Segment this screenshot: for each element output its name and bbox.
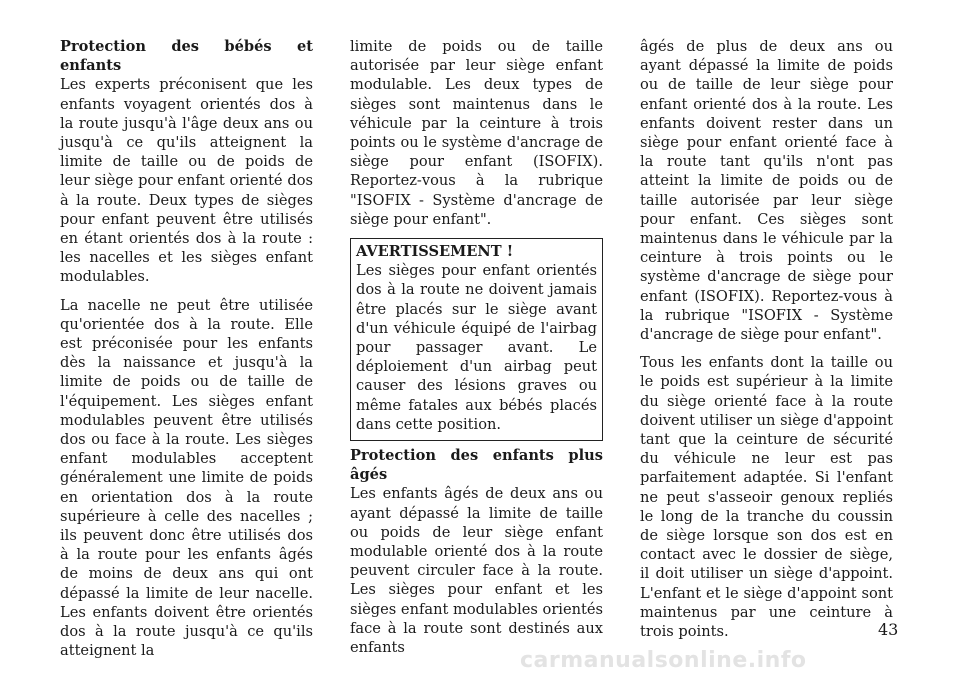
column-2 [350, 37, 603, 666]
paragraph: Les enfants âgés de deux ans ou ayant dépassé la limite de taille ou poids de leur siège enfant modulable orienté dos à la route peuvent circuler face à la route. Les sièges pour enfant et les sièges enfant modulables orientés face à la route sont destinés aux enfants [350, 485, 603, 657]
paragraph: Tous les enfants dont la taille ou le poids est supérieur à la limite du siège orienté face à la route doivent utiliser un siège d'appoint tant que la ceinture de sécurité du véhicule ne leur est pas parfaitement adaptée. Si l'enfant ne peut s'asseoir genoux repliés le long de la tranche du coussin de siège lorsque son dos est en contact avec le dossier de siège, il doit utiliser un siège d'appoint. L'enfant et le siège d'appoint sont maintenus par une ceinture à trois points. [640, 354, 893, 641]
paragraph: La nacelle ne peut être utilisée qu'orientée dos à la route. Elle est préconisée pour les enfants dès la naissance et jusqu'à la limite de poids ou de taille de l'équipement. Les sièges enfant modulables peuvent être utilisés dos ou face à la route. Les sièges enfant modulables acceptent généralement une limite de poids en orientation dos à la route supérieure à celle des nacelles ; ils peuvent donc être utilisés dos à la route pour les enfants âgés de moins de deux ans qui ont dépassé la limite de leur nacelle. Les enfants doivent être orientés dos à la route jusqu'à ce qu'ils atteignent la [60, 296, 313, 660]
column-3 [640, 37, 893, 650]
warning-title: AVERTISSEMENT ! [356, 243, 514, 261]
warning-box [350, 238, 603, 441]
paragraph: Les experts préconisent que les enfants voyagent orientés dos à la route jusqu'à l'âge deux ans ou jusqu'à ce qu'ils atteignent la limite de taille ou de poids de leur siège pour enfant orienté dos à la route. Deux types de sièges pour enfant peuvent être utilisés en étant orientés dos à la route : les nacelles et les sièges enfant modulables. [60, 76, 313, 286]
paragraph: âgés de plus de deux ans ou ayant dépassé la limite de poids ou de taille de leur siège pour enfant orienté dos à la route. Les enfants doivent rester dans un siège pour enfant orienté face à la route tant qu'ils n'ont pas atteint la limite de poids ou de taille autorisée par leur siège pour enfant. Ces sièges sont maintenus dans le véhicule par la ceinture à trois points ou le système d'ancrage de siège pour enfant (ISOFIX). Reportez-vous à la rubrique "ISOFIX - Système d'ancrage de siège pour enfant". [640, 38, 893, 344]
section-heading-older-children: Protection des enfants plus âgés [350, 447, 603, 484]
watermark: carmanualsonline.info [520, 648, 807, 673]
paragraph: limite de poids ou de taille autorisée par leur siège enfant modulable. Les deux types de sièges sont maintenus dans le véhicule par la ceinture à trois points ou le système d'ancrage de siège pour enfant (ISOFIX). Reportez-vous à la rubrique "ISOFIX - Système d'ancrage de siège pour enfant". [350, 38, 603, 228]
column-1 [60, 37, 313, 670]
page-number: 43 [878, 620, 899, 639]
warning-text: Les sièges pour enfant orientés dos à la route ne doivent jamais être placés sur le siège avant d'un véhicule équipé de l'airbag pour passager avant. Le déploiement d'un airbag peut causer des lésions graves ou même fatales aux bébés placés dans cette position. [356, 262, 597, 433]
section-heading-infants: Protection des bébés et enfants [60, 38, 313, 75]
